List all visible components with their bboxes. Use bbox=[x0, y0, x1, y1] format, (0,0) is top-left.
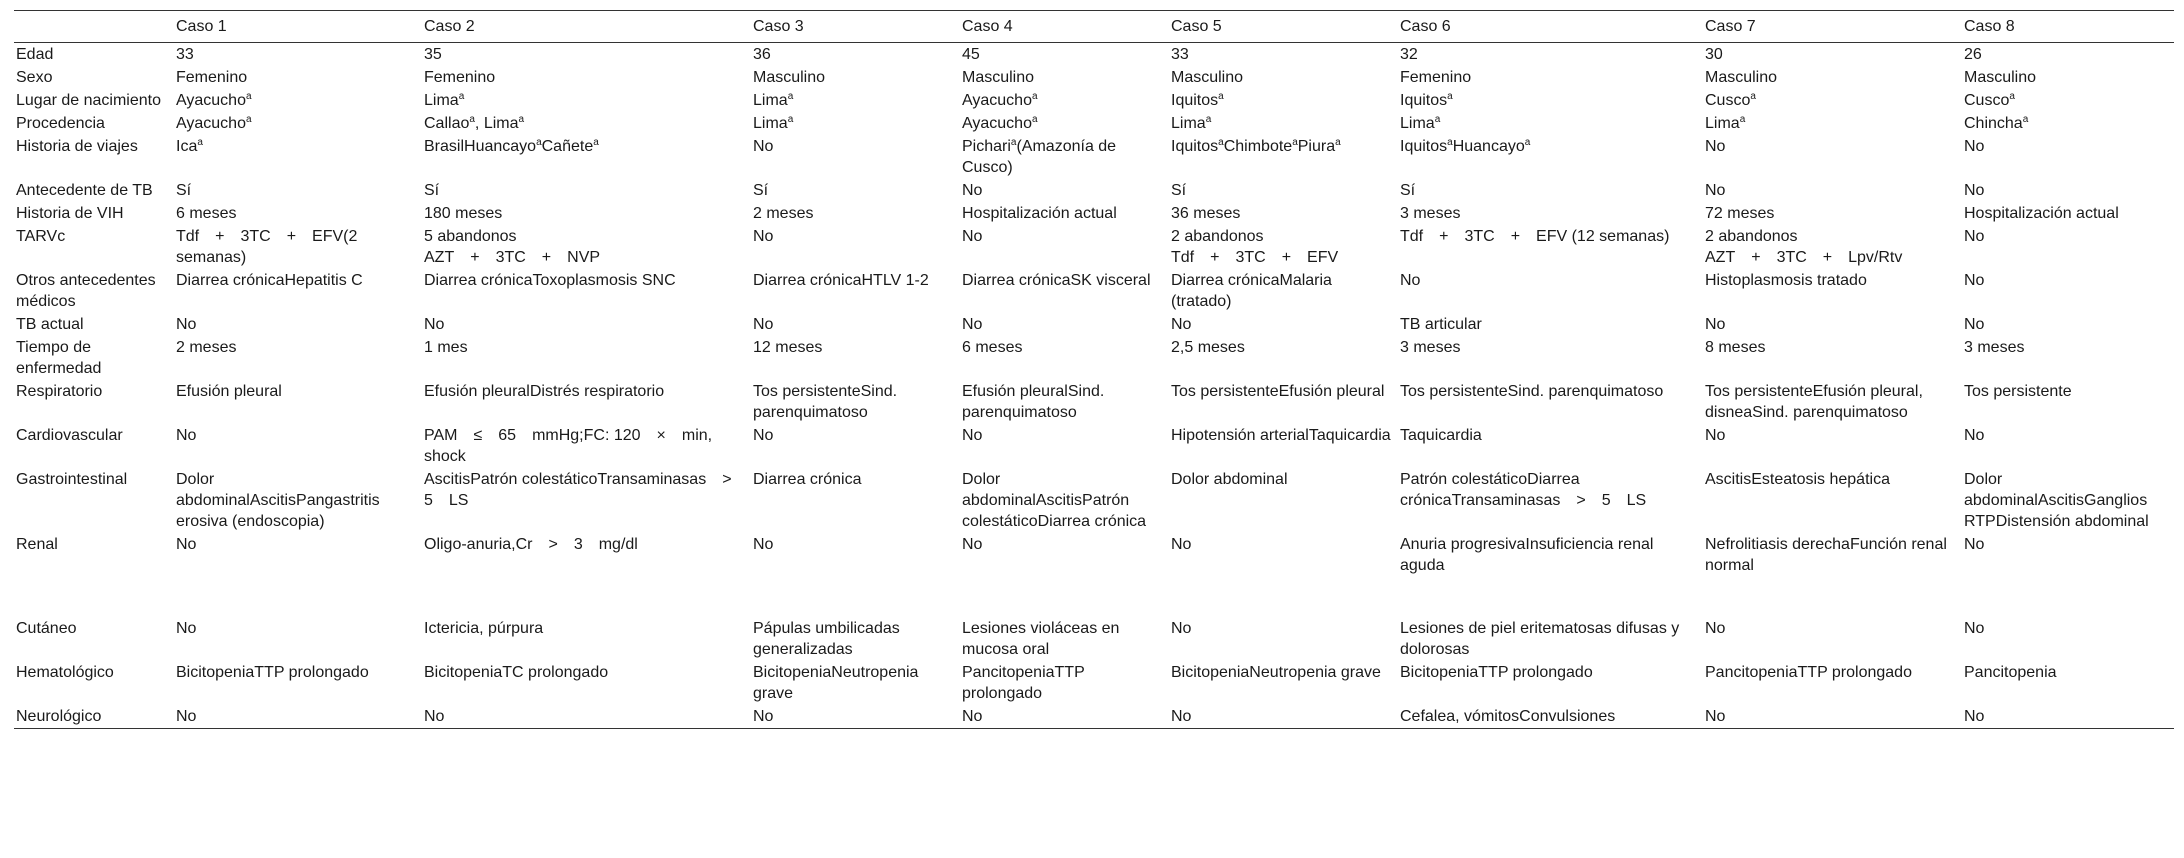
table-cell: Iquitos$^a$Chimbote$^a$Piura$^a$ bbox=[1171, 137, 1341, 155]
table-cell: Nefrolitiasis derechaFunción renal normal bbox=[1705, 536, 1947, 574]
table-cell: No bbox=[962, 536, 983, 553]
header-caso-3: Caso 3 bbox=[753, 18, 804, 35]
table-cell: No bbox=[176, 316, 197, 333]
table-cell: Iquitos$^a$Huancayo$^a$ bbox=[1400, 137, 1531, 155]
table-cell: No bbox=[1705, 316, 1726, 333]
table-cell: Lima$^a$ bbox=[1400, 114, 1441, 132]
table-cell: Sí bbox=[753, 182, 769, 199]
table-cell: No bbox=[962, 708, 983, 725]
table-cell: No bbox=[1705, 138, 1726, 155]
row-label: Historia de viajes bbox=[16, 138, 138, 155]
table-cell: BicitopeniaTC prolongado bbox=[424, 664, 609, 681]
table-row-cutaneo bbox=[14, 617, 2174, 661]
table-cell: 180 meses bbox=[424, 205, 503, 222]
table-cell: 3 meses bbox=[1400, 339, 1461, 356]
table-cell: Histoplasmosis tratado bbox=[1705, 272, 1867, 289]
table-cell: No bbox=[1400, 272, 1421, 289]
table-cell: Dolor abdominalAscitisPatrón colestáticoDiarrea crónica bbox=[962, 471, 1147, 530]
table-cell: Anuria progresivaInsuficiencia renal aguda bbox=[1400, 536, 1654, 574]
table-cell: Lima$^a$ bbox=[1705, 114, 1746, 132]
table-cell: Lima$^a$ bbox=[424, 91, 465, 109]
table-cell: Patrón colestáticoDiarrea crónicaTransaminasas > 5 LS bbox=[1400, 471, 1647, 509]
table-cell: 2,5 meses bbox=[1171, 339, 1245, 356]
table-cell: 3 meses bbox=[1964, 339, 2025, 356]
table-cell: 1 mes bbox=[424, 339, 468, 356]
table-cell: Lesiones de piel eritematosas difusas y dolorosas bbox=[1400, 620, 1680, 658]
table-cell: Hipotensión arterialTaquicardia bbox=[1171, 427, 1391, 444]
table-cell: Femenino bbox=[176, 69, 248, 86]
table-cell: PancitopeniaTTP prolongado bbox=[962, 664, 1085, 702]
table-row-historia-vih bbox=[14, 202, 2174, 225]
table-cell: BicitopeniaTTP prolongado bbox=[176, 664, 369, 681]
table-cell: No bbox=[176, 620, 197, 637]
table-cell: 2 meses bbox=[753, 205, 814, 222]
table-cell: Efusión pleural bbox=[176, 383, 282, 400]
row-label: Respiratorio bbox=[16, 383, 103, 400]
clinical-cases-table-container bbox=[14, 10, 2174, 729]
row-label: Neurológico bbox=[16, 708, 102, 725]
table-cell: No bbox=[753, 536, 774, 553]
header-caso-5: Caso 5 bbox=[1171, 18, 1222, 35]
table-cell: 2 abandonos AZT + 3TC + Lpv/Rtv bbox=[1705, 228, 1903, 266]
table-cell: Pápulas umbilicadas generalizadas bbox=[753, 620, 900, 658]
table-cell: No bbox=[753, 138, 774, 155]
table-cell: No bbox=[753, 427, 774, 444]
table-cell: No bbox=[176, 427, 197, 444]
header-empty bbox=[14, 11, 174, 43]
table-cell: Ayacucho$^a$ bbox=[962, 114, 1038, 132]
table-cell: Dolor abdominalAscitisPangastritis erosiva (endoscopia) bbox=[176, 471, 380, 530]
table-cell: Diarrea crónicaToxoplasmosis SNC bbox=[424, 272, 676, 289]
row-label: Cardiovascular bbox=[16, 427, 123, 444]
table-row-historia-viajes bbox=[14, 135, 2174, 179]
table-cell: Diarrea crónica bbox=[753, 471, 862, 488]
row-label: Tiempo de enfermedad bbox=[16, 339, 102, 377]
table-cell: No bbox=[1964, 182, 1985, 199]
table-cell: Hospitalización actual bbox=[1964, 205, 2119, 222]
table-cell: No bbox=[1705, 182, 1726, 199]
table-cell: 30 bbox=[1705, 46, 1723, 63]
table-row-otros-antecedentes bbox=[14, 269, 2174, 313]
table-cell: 26 bbox=[1964, 46, 1982, 63]
row-label: Edad bbox=[16, 46, 54, 63]
table-cell: 6 meses bbox=[176, 205, 237, 222]
table-cell: No bbox=[1964, 228, 1985, 245]
table-cell: No bbox=[1705, 620, 1726, 637]
table-cell: BicitopeniaNeutropenia grave bbox=[1171, 664, 1381, 681]
table-cell: No bbox=[753, 228, 774, 245]
table-cell: No bbox=[1964, 316, 1985, 333]
row-label: Historia de VIH bbox=[16, 205, 124, 222]
table-cell: No bbox=[424, 316, 445, 333]
table-cell: Iquitos$^a$ bbox=[1400, 91, 1453, 109]
table-cell: No bbox=[1964, 620, 1985, 637]
table-cell: Tos persistenteEfusión pleural, disneaSind. parenquimatoso bbox=[1705, 383, 1923, 421]
table-cell: No bbox=[1705, 708, 1726, 725]
table-row-neurologico bbox=[14, 705, 2174, 729]
row-label: Lugar de nacimiento bbox=[16, 92, 161, 109]
table-cell: No bbox=[1964, 708, 1985, 725]
table-cell: No bbox=[1705, 427, 1726, 444]
table-cell: Cefalea, vómitosConvulsiones bbox=[1400, 708, 1616, 725]
table-cell: 36 meses bbox=[1171, 205, 1241, 222]
table-cell: Pancitopenia bbox=[1964, 664, 2057, 681]
table-row-hematologico bbox=[14, 661, 2174, 705]
table-cell: No bbox=[1171, 536, 1192, 553]
table-cell: PancitopeniaTTP prolongado bbox=[1705, 664, 1912, 681]
table-cell: Efusión pleuralDistrés respiratorio bbox=[424, 383, 665, 400]
table-cell: No bbox=[1964, 272, 1985, 289]
table-row-sexo bbox=[14, 66, 2174, 89]
table-cell: Masculino bbox=[1964, 69, 2037, 86]
table-cell: Tdf + 3TC + EFV(2 semanas) bbox=[176, 228, 358, 266]
table-cell: Sí bbox=[1400, 182, 1416, 199]
table-cell: No bbox=[962, 316, 983, 333]
table-cell: Sí bbox=[424, 182, 440, 199]
table-cell: 6 meses bbox=[962, 339, 1023, 356]
table-cell: Diarrea crónicaHepatitis C bbox=[176, 272, 363, 289]
table-cell: 8 meses bbox=[1705, 339, 1766, 356]
table-cell: Hospitalización actual bbox=[962, 205, 1117, 222]
header-caso-8: Caso 8 bbox=[1964, 18, 2015, 35]
table-cell: Diarrea crónicaSK visceral bbox=[962, 272, 1151, 289]
table-cell: No bbox=[1171, 316, 1192, 333]
table-cell: Tos persistenteSind. parenquimatoso bbox=[1400, 383, 1664, 400]
table-cell: No bbox=[424, 708, 445, 725]
table-cell: Chincha$^a$ bbox=[1964, 114, 2029, 132]
table-cell: No bbox=[1964, 536, 1985, 553]
header-caso-1: Caso 1 bbox=[176, 18, 227, 35]
table-cell: 33 bbox=[1171, 46, 1189, 63]
table-cell: No bbox=[1171, 620, 1192, 637]
table-row-antecedente-tb bbox=[14, 179, 2174, 202]
table-cell: Tos persistenteSind. parenquimatoso bbox=[753, 383, 898, 421]
table-cell: No bbox=[962, 228, 983, 245]
table-cell: Lima$^a$ bbox=[753, 91, 794, 109]
row-label: Cutáneo bbox=[16, 620, 77, 637]
table-cell: Tos persistenteEfusión pleural bbox=[1171, 383, 1385, 400]
table-cell: Lima$^a$ bbox=[753, 114, 794, 132]
table-cell: No bbox=[1171, 708, 1192, 725]
table-cell: Lima$^a$ bbox=[1171, 114, 1212, 132]
table-row-tb-actual bbox=[14, 313, 2174, 336]
header-caso-4: Caso 4 bbox=[962, 18, 1013, 35]
table-cell: PAM ≤ 65 mmHg;FC: 120 × min, shock bbox=[424, 427, 713, 465]
table-cell: BicitopeniaNeutropenia grave bbox=[753, 664, 919, 702]
table-cell: No bbox=[176, 536, 197, 553]
table-cell: 12 meses bbox=[753, 339, 823, 356]
table-cell: 2 abandonos Tdf + 3TC + EFV bbox=[1171, 228, 1339, 266]
header-caso-6: Caso 6 bbox=[1400, 18, 1451, 35]
table-cell: 32 bbox=[1400, 46, 1418, 63]
row-label: Antecedente de TB bbox=[16, 182, 153, 199]
table-cell: No bbox=[753, 708, 774, 725]
table-cell: Taquicardia bbox=[1400, 427, 1482, 444]
table-cell: 33 bbox=[176, 46, 194, 63]
header-caso-7: Caso 7 bbox=[1705, 18, 1756, 35]
table-row-tiempo-enfermedad bbox=[14, 336, 2174, 380]
header-caso-2: Caso 2 bbox=[424, 18, 475, 35]
table-cell: Lesiones violáceas en mucosa oral bbox=[962, 620, 1120, 658]
table-cell: BrasilHuancayo$^a$Cañete$^a$ bbox=[424, 137, 599, 155]
table-cell: 72 meses bbox=[1705, 205, 1775, 222]
table-cell: Ayacucho$^a$ bbox=[176, 114, 252, 132]
table-cell: 5 abandonos AZT + 3TC + NVP bbox=[424, 228, 601, 266]
row-label: Otros antecedentes médicos bbox=[16, 272, 156, 310]
row-label: TB actual bbox=[16, 316, 84, 333]
table-cell: Masculino bbox=[753, 69, 826, 86]
table-cell: Oligo-anuria,Cr > 3 mg/dl bbox=[424, 536, 638, 553]
table-row-respiratorio bbox=[14, 380, 2174, 424]
table-cell: 45 bbox=[962, 46, 980, 63]
table-cell: Sí bbox=[1171, 182, 1187, 199]
table-cell: Dolor abdominal bbox=[1171, 471, 1288, 488]
table-cell: Tdf + 3TC + EFV (12 semanas) bbox=[1400, 228, 1670, 245]
table-cell: No bbox=[1964, 427, 1985, 444]
table-cell: BicitopeniaTTP prolongado bbox=[1400, 664, 1593, 681]
row-label: Sexo bbox=[16, 69, 53, 86]
table-cell: TB articular bbox=[1400, 316, 1482, 333]
table-cell: Tos persistente bbox=[1964, 383, 2072, 400]
table-cell: Pichari$^a$(Amazonía de Cusco) bbox=[962, 137, 1117, 176]
table-cell: Cusco$^a$ bbox=[1705, 91, 1756, 109]
table-cell: 3 meses bbox=[1400, 205, 1461, 222]
table-cell: Ayacucho$^a$ bbox=[176, 91, 252, 109]
table-row-cardiovascular bbox=[14, 424, 2174, 468]
row-label: Gastrointestinal bbox=[16, 471, 128, 488]
table-cell: Diarrea crónicaMalaria (tratado) bbox=[1171, 272, 1332, 310]
table-cell: AscitisPatrón colestáticoTransaminasas > 5 LS bbox=[424, 471, 748, 509]
table-cell: Diarrea crónicaHTLV 1-2 bbox=[753, 272, 929, 289]
table-cell: No bbox=[962, 182, 983, 199]
table-cell: No bbox=[176, 708, 197, 725]
table-row-renal bbox=[14, 533, 2174, 617]
table-cell: Masculino bbox=[962, 69, 1035, 86]
table-cell: No bbox=[753, 316, 774, 333]
table-cell: Dolor abdominalAscitisGanglios RTPDistensión abdominal bbox=[1964, 471, 2149, 530]
table-cell: Femenino bbox=[424, 69, 496, 86]
table-cell: Masculino bbox=[1171, 69, 1244, 86]
table-row-edad bbox=[14, 43, 2174, 67]
table-cell: No bbox=[1964, 138, 1985, 155]
table-cell: Ictericia, púrpura bbox=[424, 620, 544, 637]
table-cell: 2 meses bbox=[176, 339, 237, 356]
table-cell: No bbox=[962, 427, 983, 444]
table-cell: Efusión pleuralSind. parenquimatoso bbox=[962, 383, 1105, 421]
row-label: Procedencia bbox=[16, 115, 105, 132]
table-cell: Callao$^a$, Lima$^a$ bbox=[424, 114, 525, 132]
row-label: TARVc bbox=[16, 228, 66, 245]
table-cell: Cusco$^a$ bbox=[1964, 91, 2015, 109]
table-row-lugar-nacimiento bbox=[14, 89, 2174, 112]
table-row-procedencia bbox=[14, 112, 2174, 135]
row-label: Hematológico bbox=[16, 664, 114, 681]
row-label: Renal bbox=[16, 536, 58, 553]
table-cell: Ayacucho$^a$ bbox=[962, 91, 1038, 109]
table-cell: AscitisEsteatosis hepática bbox=[1705, 471, 1890, 488]
table-cell: 35 bbox=[424, 46, 442, 63]
header-row bbox=[14, 11, 2174, 43]
table-row-tarvc bbox=[14, 225, 2174, 269]
table-cell: Ica$^a$ bbox=[176, 137, 203, 155]
table-cell: Masculino bbox=[1705, 69, 1778, 86]
table-cell: Sí bbox=[176, 182, 192, 199]
table-cell: 36 bbox=[753, 46, 771, 63]
clinical-cases-table bbox=[14, 10, 2174, 729]
table-cell: Iquitos$^a$ bbox=[1171, 91, 1224, 109]
table-cell: Femenino bbox=[1400, 69, 1472, 86]
table-row-gastrointestinal bbox=[14, 468, 2174, 533]
